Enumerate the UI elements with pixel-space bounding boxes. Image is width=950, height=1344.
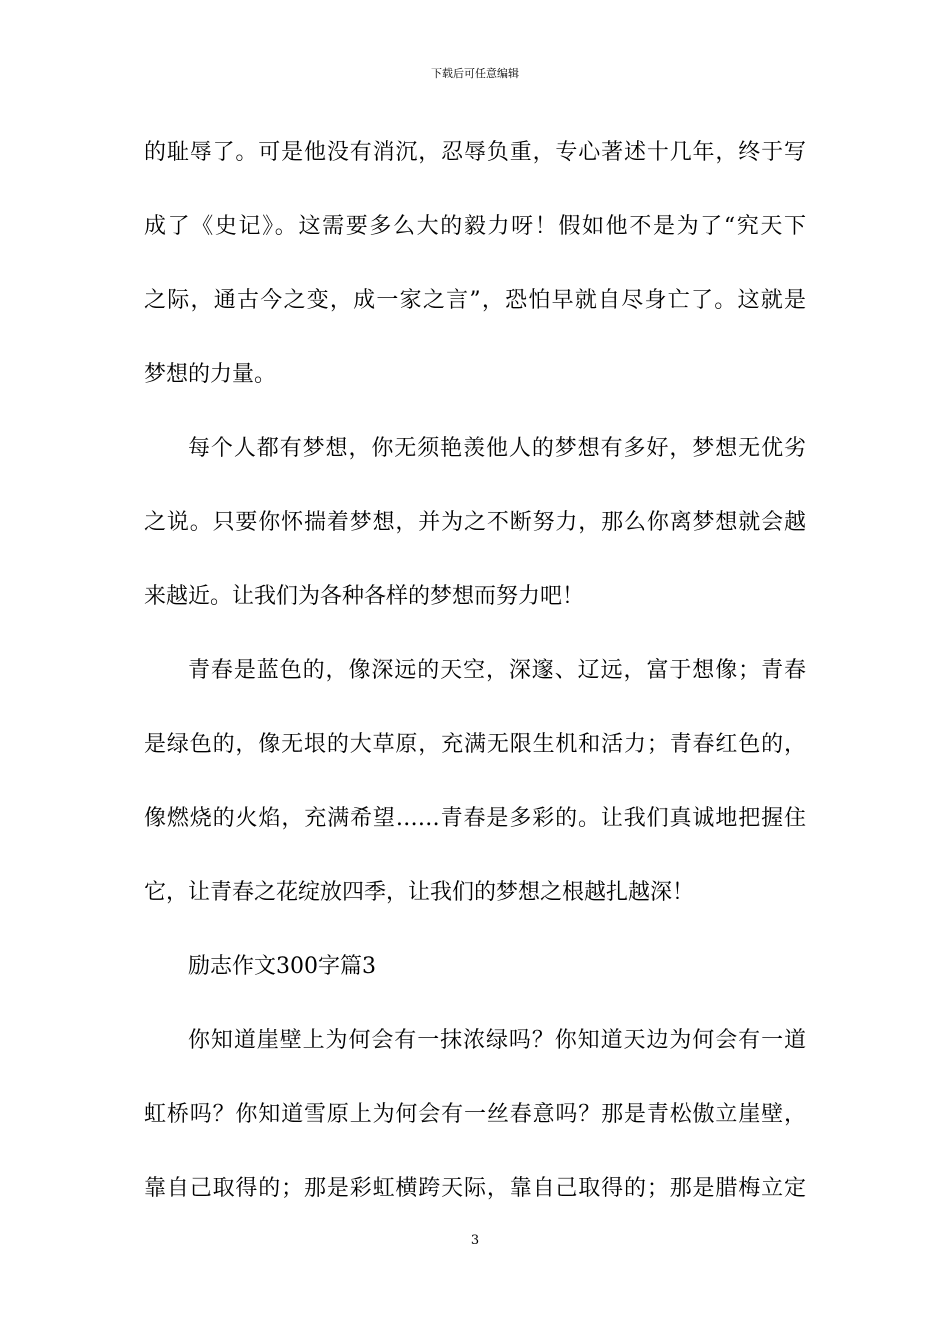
text-line: 是绿色的，像无垠的大草原，充满无限生机和活力；青春红色的， [144,732,806,757]
paragraph-start-line: 青春是蓝色的，像深远的天空，深邃、辽远，富于想像；青春 [188,658,806,683]
text-line: 像燃烧的火焰，充满希望……青春是多彩的。让我们真诚地把握住 [144,806,806,831]
text-line: 的耻辱了。可是他没有消沉，忍辱负重，专心著述十几年，终于写 [144,140,806,165]
text-line: 它，让青春之花绽放四季，让我们的梦想之根越扎越深！ [144,880,695,905]
section-heading: 励志作文300字篇3 [188,954,376,979]
text-line: 之际，通古今之变，成一家之言”，恐怕早就自尽身亡了。这就是 [144,288,806,313]
text-line: 之说。只要你怀揣着梦想，并为之不断努力，那么你离梦想就会越 [144,510,806,535]
text-line: 梦想的力量。 [144,362,277,387]
paragraph-start-line: 每个人都有梦想，你无须艳羡他人的梦想有多好，梦想无优劣 [188,436,806,461]
paragraph-start-line: 你知道崖壁上为何会有一抹浓绿吗？你知道天边为何会有一道 [188,1028,806,1053]
text-line: 成了《史记》。这需要多么大的毅力呀！假如他不是为了“究天下 [144,214,806,239]
text-line: 靠自己取得的；那是彩虹横跨天际，靠自己取得的；那是腊梅立定 [144,1176,806,1201]
text-line: 来越近。让我们为各种各样的梦想而努力吧！ [144,584,585,609]
page-number: 3 [470,1233,480,1248]
page-header: 下载后可任意编辑 [431,67,519,80]
text-line: 虹桥吗？你知道雪原上为何会有一丝春意吗？那是青松傲立崖壁， [144,1102,806,1127]
